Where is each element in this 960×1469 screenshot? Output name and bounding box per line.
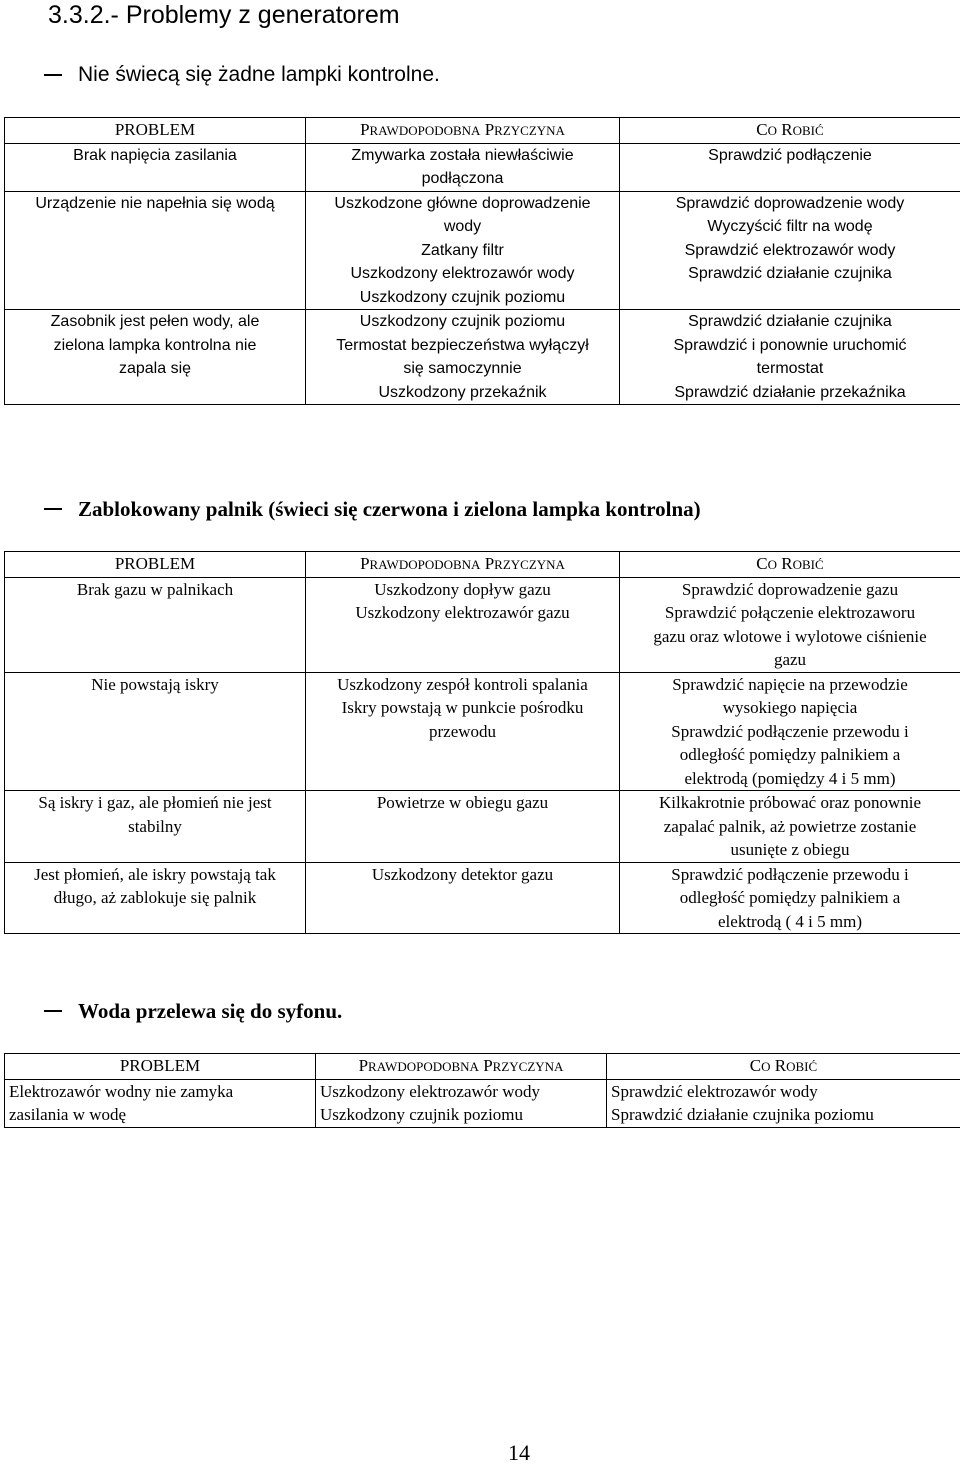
action-line: Sprawdzić i ponownie uruchomić [673,336,907,354]
cause-cell [306,143,620,191]
table-row [5,1079,960,1127]
action-line: Sprawdzić połączenie elektrozaworu [664,603,916,622]
problem-cell [5,791,306,863]
cause-line: podłączona [421,170,504,187]
problem-line: Elektrozawór wodny nie zamyka [9,1081,234,1101]
action-line: Sprawdzić podłączenie przewodu i [671,864,909,884]
section-heading-1 [44,62,440,88]
action-line: odległość pomiędzy palnikiem a [679,745,901,764]
action-line: Sprawdzić działanie czujnika [688,265,892,282]
cause-line: przewodu [428,721,497,741]
action-line: Sprawdzić działanie przekaźnika [674,383,906,401]
action-line: elektrodą ( 4 i 5 mm) [718,911,862,931]
problem-cell [5,1079,316,1127]
cause-line: Uszkodzony elektrozawór gazu [355,603,570,622]
action-line: Sprawdzić elektrozawór wody [611,1081,818,1101]
header-action: CO ROBIĆ [620,118,960,144]
header-problem: PROBLEM [5,1054,316,1080]
action-cell [620,577,960,672]
action-line: Sprawdzić podłączenie przewodu i [671,721,909,741]
header-problem: PROBLEM [5,118,306,144]
problem-line: Są iskry i gaz, ale płomień nie jest [38,793,272,812]
header-cause: PRAWDOPODOBNA PRZYCZYNA [306,118,620,144]
problem-cell [5,191,306,310]
cause-line: Uszkodzony detektor gazu [371,864,554,884]
heading-text: Woda przelewa się do syfonu. [78,999,343,1023]
cause-cell [306,672,620,791]
cause-cell [306,191,620,310]
problem-line: długo, aż zablokuje się palnik [53,888,257,907]
cause-cell [306,862,620,934]
action-line: gazu [773,650,807,669]
table-header-row [5,1054,960,1080]
cause-line: Uszkodzone główne doprowadzenie [334,194,591,212]
action-cell [620,791,960,863]
action-cell [620,310,960,405]
table-no-lamps [4,117,960,405]
dash-bullet [44,508,62,510]
cause-line: Uszkodzony dopływ gazu [374,579,551,599]
table-row [5,310,960,405]
action-line: usunięte z obiegu [730,840,850,859]
cause-line: Uszkodzony czujnik poziomu [359,288,566,306]
header-cause: PRAWDOPODOBNA PRZYCZYNA [306,552,620,578]
action-line: wysokiego napięcia [722,698,858,717]
section-heading-3 [44,998,342,1024]
action-line: Sprawdzić elektrozawór wody [684,241,896,259]
problem-line: zasilania w wodę [9,1105,127,1124]
table-water-overflow [4,1053,960,1128]
action-line: Sprawdzić podłączenie [708,146,872,164]
action-line: termostat [756,360,824,377]
header-action: CO ROBIĆ [607,1054,960,1080]
cause-line: Powietrze w obiegu gazu [376,793,549,812]
action-line: elektrodą (pomiędzy 4 i 5 mm) [684,768,896,788]
action-line: zapalać palnik, aż powietrze zostanie [663,816,917,836]
table-header-row [5,118,960,144]
cause-cell [316,1079,607,1127]
problem-cell [5,143,306,191]
problem-line: Brak gazu w palnikach [76,579,234,599]
problem-cell [5,672,306,791]
section-heading-2 [44,496,701,522]
action-line: Sprawdzić działanie czujnika poziomu [611,1105,874,1124]
dash-bullet [44,1010,62,1012]
cause-line: Uszkodzony czujnik poziomu [320,1105,524,1124]
problem-line: Urządzenie nie napełnia się wodą [35,194,275,212]
cause-line: Uszkodzony przekaźnik [378,383,547,401]
action-cell [620,672,960,791]
section-title: 3.3.2.- Problemy z generatorem [48,1,400,29]
action-cell [620,143,960,191]
cause-line: Uszkodzony zespół kontroli spalania [337,674,588,694]
problem-line: stabilny [128,816,182,836]
action-cell [607,1079,960,1127]
table-row [5,191,960,310]
table-row [5,577,960,672]
header-cause: PRAWDOPODOBNA PRZYCZYNA [316,1054,607,1080]
cause-line: się samoczynnie [403,360,522,377]
problem-line: Brak napięcia zasilania [73,146,237,164]
page-number: 14 [508,1440,530,1465]
problem-cell [5,577,306,672]
table-row [5,862,960,934]
action-cell [620,191,960,310]
action-line: gazu oraz wlotowe i wylotowe ciśnienie [653,626,927,646]
table-row [5,791,960,863]
action-line: Kilkakrotnie próbować oraz ponownie [659,793,921,812]
table-row [5,143,960,191]
problem-line: Jest płomień, ale iskry powstają tak [34,864,276,884]
problem-line: Nie powstają iskry [91,674,219,694]
cause-line: Zmywarka została niewłaściwie [351,146,574,164]
table-row [5,672,960,791]
cause-line: Termostat bezpieczeństwa wyłączył [336,336,589,354]
cause-cell [306,791,620,863]
heading-text: Nie świecą się żadne lampki kontrolne. [78,63,440,86]
action-line: Sprawdzić napięcie na przewodzie [672,674,908,694]
header-action: CO ROBIĆ [620,552,960,578]
action-line: Sprawdzić działanie czujnika [688,313,892,330]
action-cell [620,862,960,934]
action-line: Wyczyścić filtr na wodę [707,218,873,235]
cause-line: Uszkodzony elektrozawór wody [320,1081,540,1101]
cause-line: Zatkany filtr [421,241,504,259]
table-header-row [5,552,960,578]
problem-line: zielona lampka kontrolna nie [53,336,257,354]
problem-line: Zasobnik jest pełen wody, ale [50,313,260,330]
action-line: Sprawdzić doprowadzenie gazu [681,579,899,599]
cause-cell [306,577,620,672]
table-burner-locked [4,551,960,934]
header-problem: PROBLEM [5,552,306,578]
cause-line: Iskry powstają w punkcie pośrodku [341,698,584,717]
problem-line: zapala się [118,360,192,377]
action-line: Sprawdzić doprowadzenie wody [675,194,905,212]
cause-line: wody [443,218,482,235]
action-line: odległość pomiędzy palnikiem a [679,888,901,907]
problem-cell [5,310,306,405]
cause-cell [306,310,620,405]
problem-cell [5,862,306,934]
heading-text: Zablokowany palnik (świeci się czerwona i zielona lampka kontrolna) [78,497,701,521]
cause-line: Uszkodzony czujnik poziomu [359,313,566,330]
cause-line: Uszkodzony elektrozawór wody [350,265,575,282]
dash-bullet [44,74,62,76]
